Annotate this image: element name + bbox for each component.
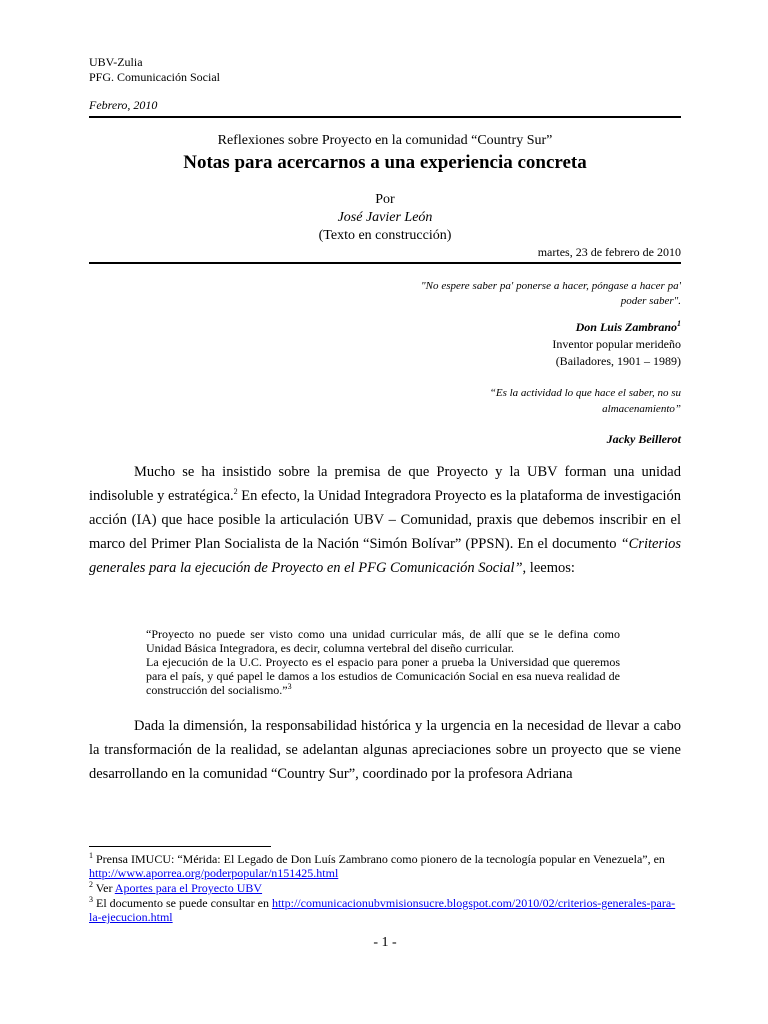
footnote-3: $^3$ El documento se puede consultar en http://comunicacionubvmisionsucre.blogspot.com/2010/02/criterios-generales-para-la-ejecucion.html <box>89 895 676 924</box>
footnote-1-link[interactable]: http://www.aporrea.org/poderpopular/n151425.html <box>89 866 339 880</box>
block-quote-line-1: “Proyecto no puede ser visto como una unidad curricular más, de allí que se le defina como Unidad Básica Integradora, es decir, columna vertebral del diseño curricular. <box>146 627 620 655</box>
footnote-ref-2[interactable]: 2 <box>233 487 238 497</box>
header-program: PFG. Comunicación Social <box>89 70 220 84</box>
body-paragraph-2: Dada la dimensión, la responsabilidad histórica y la urgencia en la necesidad de llevar a cabo la transformación de la realidad, se adelantan algunas apreciaciones sobre un proyecto que se viene desarrollando en la comunidad “Country Sur”, coordinado por la profesora Adriana <box>89 718 681 782</box>
epigraph-author-1: Don Luis Zambrano$^1$ <box>575 319 681 334</box>
epigraph-author-2: Jacky Beillerot <box>606 432 681 446</box>
epigraph-author-role: Inventor popular merideño <box>552 337 681 351</box>
block-quote <box>146 627 620 697</box>
draft-note: (Texto en construcción) <box>318 228 452 243</box>
header-date: Febrero, 2010 <box>89 98 158 112</box>
body-paragraph-1: Mucho se ha insistido sobre la premisa de que Proyecto y la UBV forman una unidad indisoluble y estratégica.$^2$ En efecto, la Unidad Integradora Proyecto es la plataforma de investigación acción (IA) que hace posible la articulación UBV – Comunidad, praxis que debemos inscribir en el marco del Primer Plan Socialista de la Nación “Simón Bolívar” (PPSN). En el documento “Criterios generales para la ejecución de Proyecto en el PFG Comunicación Social”, leemos: <box>89 464 681 576</box>
epigraph-quote-2: “Es la actividad lo que hace el saber, no su almacenamiento” <box>489 387 681 415</box>
footnote-ref-3[interactable]: 3 <box>287 682 292 691</box>
author-name: José Javier León <box>337 210 433 225</box>
footnote-separator <box>89 846 271 847</box>
footnote-2: $^2$ Ver Aportes para el Proyecto UBV <box>89 880 263 895</box>
document-citation: “Criterios generales para la ejecución de Proyecto en el PFG Comunicación Social” <box>89 536 681 576</box>
epigraph-author-years: (Bailadores, 1901 – 1989) <box>555 354 681 368</box>
title-rule <box>89 262 681 264</box>
header-institution: UBV-Zulia <box>89 55 143 69</box>
document-header <box>89 55 220 85</box>
epigraph-quote-1: "No espere saber pa' ponerse a hacer, póngase a hacer pa' poder saber". <box>421 280 681 307</box>
footnote-3-link[interactable]: http://comunicacionubvmisionsucre.blogspot.com/2010/02/criterios-generales-para-la-ejecucion.html <box>89 896 676 924</box>
footnote-ref-1[interactable]: 1 <box>677 319 681 328</box>
page-title: Notas para acercarnos a una experiencia concreta <box>183 152 587 173</box>
page-number: - 1 - <box>373 935 397 950</box>
block-quote-line-2: La ejecución de la U.C. Proyecto es el espacio para poner a prueba la Universidad que queremos para el país, y qué papel le damos a los estudios de Comunicación Social en esa nueva realidad de construcción del socialismo.”$^3$ <box>146 655 620 697</box>
subtitle: Reflexiones sobre Proyecto en la comunidad “Country Sur” <box>217 133 553 148</box>
footnote-2-link[interactable]: Aportes para el Proyecto UBV <box>114 881 263 895</box>
top-rule <box>89 116 681 118</box>
footnote-1: $^1$ Prensa IMUCU: “Mérida: El Legado de Don Luís Zambrano como pionero de la tecnología popular en Venezuela”, en http://www.aporrea.org/poderpopular/n151425.html <box>89 851 665 880</box>
document-date: martes, 23 de febrero de 2010 <box>537 245 681 259</box>
by-label: Por <box>375 192 395 207</box>
